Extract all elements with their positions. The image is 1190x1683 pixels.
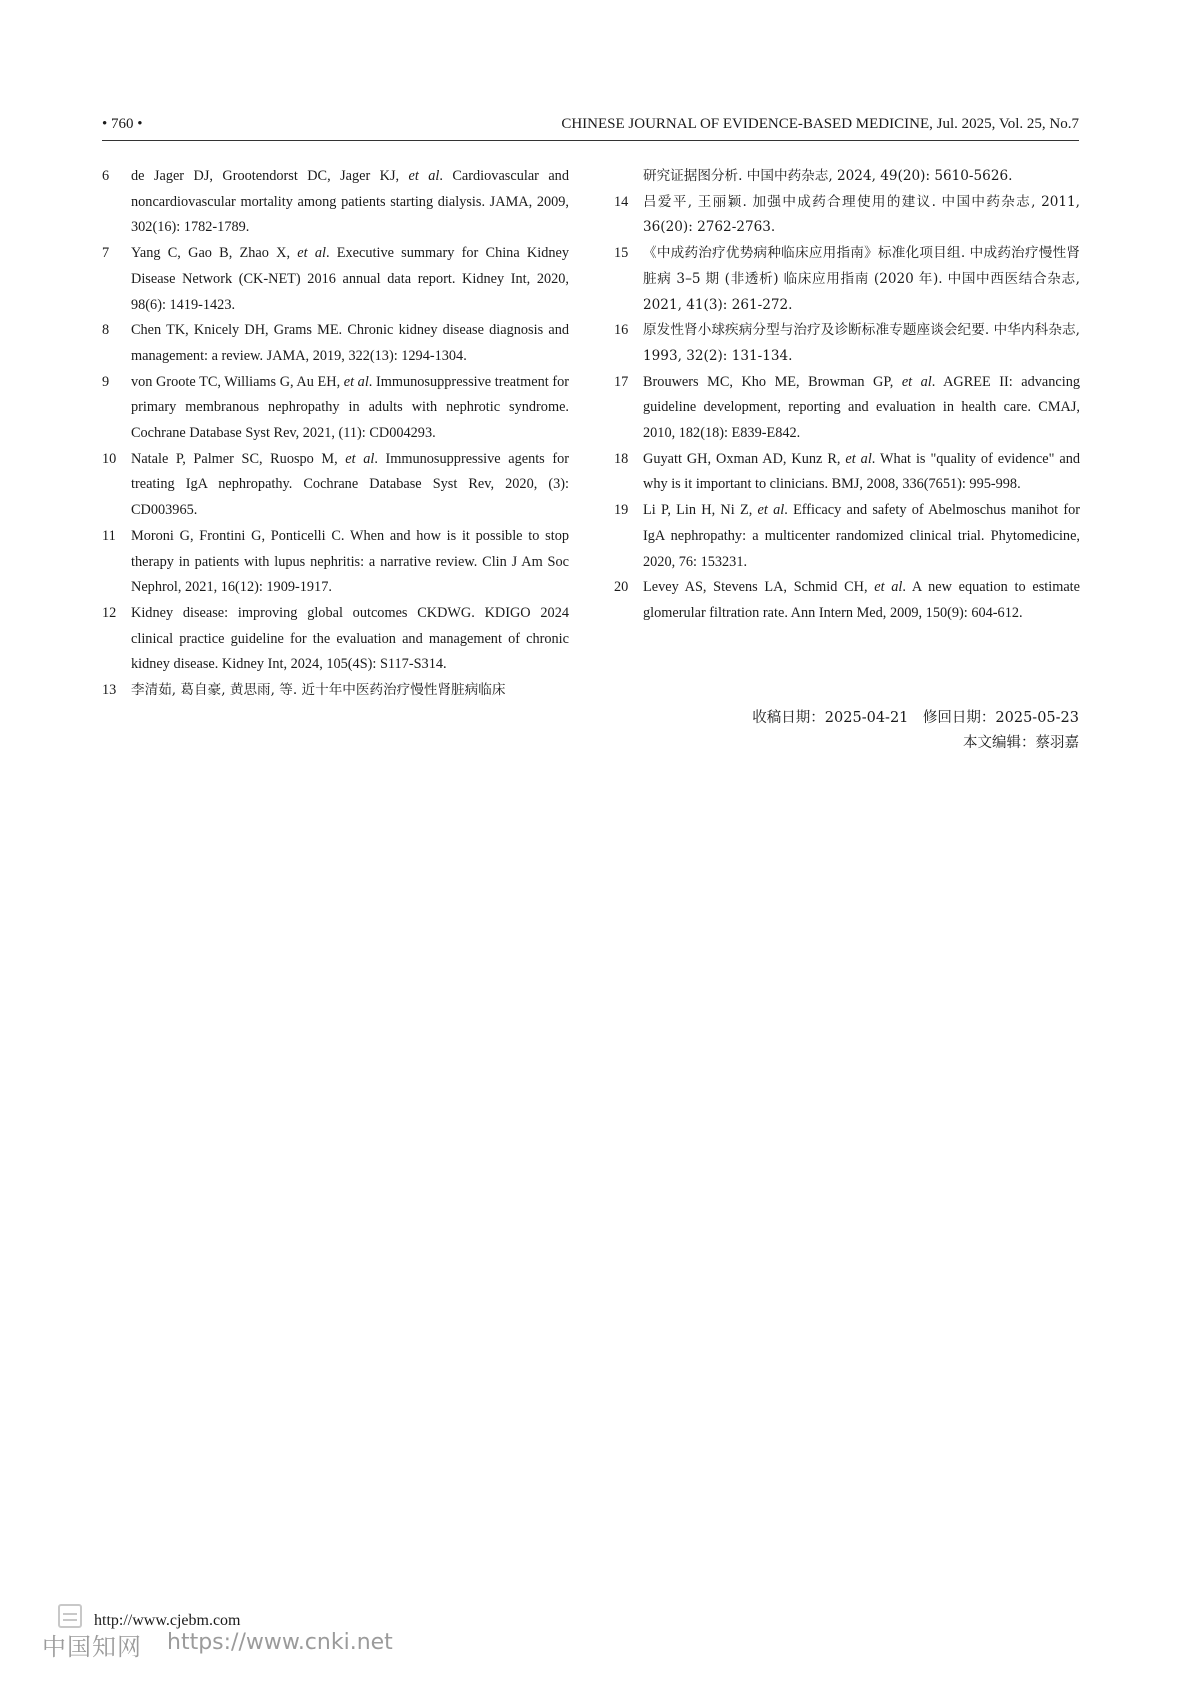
reference-item <box>102 447 569 524</box>
reference-item <box>102 370 569 447</box>
reference-text: Li P, Lin H, Ni Z, et al. Efficacy and safety of Abelmoschus manihot for IgA nephropathy: a multicenter randomized clinical trial. Phytomedicine, 2020, 76: 153231. <box>643 502 1080 570</box>
editor-credit: 本文编辑：蔡羽嘉 <box>963 735 1079 751</box>
reference-number: 9 <box>102 373 110 390</box>
reference-item <box>102 318 569 369</box>
reference-number: 19 <box>614 502 629 519</box>
reference-text: Chen TK, Knicely DH, Grams ME. Chronic kidney disease diagnosis and management: a review. JAMA, 2019, 322(13): 1294-1304. <box>131 322 569 364</box>
reference-text: Yang C, Gao B, Zhao X, et al. Executive summary for China Kidney Disease Network (CK-NET) 2016 annual data report. Kidney Int, 2020, 98(6): 1419-1423. <box>131 245 570 313</box>
cnki-watermark-logo: 中国知网 <box>42 1633 142 1661</box>
cnki-logo-icon <box>58 1604 82 1628</box>
reference-item <box>102 678 569 704</box>
reference-text: Levey AS, Stevens LA, Schmid CH, et al. A new equation to estimate glomerular filtration rate. Ann Intern Med, 2009, 150(9): 604-612. <box>643 579 1080 621</box>
reference-number: 12 <box>102 604 117 621</box>
reference-text: 吕爱平, 王丽颖. 加强中成药合理使用的建议. 中国中药杂志, 2011, 36(20): 2762-2763. <box>643 193 1080 236</box>
reference-number: 15 <box>614 245 629 262</box>
reference-number: 6 <box>102 168 110 184</box>
reference-item <box>614 575 1080 626</box>
reference-text: Natale P, Palmer SC, Ruospo M, et al. Immunosuppressive agents for treating IgA nephropathy. Cochrane Database Syst Rev, 2020, (3): CD003965. <box>131 450 570 519</box>
reference-number: 10 <box>102 450 117 467</box>
reference-item <box>102 164 569 241</box>
reference-text: de Jager DJ, Grootendorst DC, Jager KJ, et al. Cardiovascular and noncardiovascular mortality among patients starting dialysis. JAMA, 2009, 302(16): 1782-1789. <box>131 168 569 236</box>
reference-number: 20 <box>614 579 629 596</box>
reference-item <box>614 190 1080 241</box>
reference-text: Kidney disease: improving global outcomes CKDWG. KDIGO 2024 clinical practice guideline for the evaluation and management of chronic kidney disease. Kidney Int, 2024, 105(4S): S117-S314. <box>131 604 569 673</box>
reference-item <box>614 318 1080 369</box>
cnki-watermark-url: https://www.cnki.net <box>167 1630 393 1655</box>
references-left-column <box>102 164 569 704</box>
journal-website[interactable]: http://www.cjebm.com <box>94 1612 241 1629</box>
reference-number: 11 <box>102 527 116 544</box>
reference-text: von Groote TC, Williams G, Au EH, et al. Immunosuppressive treatment for primary membranous nephropathy in adults with nephrotic syndrome. Cochrane Database Syst Rev, 2021, (11): CD004293. <box>131 373 569 442</box>
reference-number: 17 <box>614 373 629 390</box>
journal-citation-line: CHINESE JOURNAL OF EVIDENCE-BASED MEDICINE, Jul. 2025, Vol. 25, No.7 <box>561 116 1079 132</box>
reference-number: 13 <box>102 682 117 699</box>
reference-text: Moroni G, Frontini G, Ponticelli C. When and how is it possible to stop therapy in patients with lupus nephritis: a narrative review. Clin J Am Soc Nephrol, 2021, 16(12): 1909-1917. <box>131 527 569 596</box>
manuscript-dates <box>752 706 1079 756</box>
reference-text: Brouwers MC, Kho ME, Browman GP, et al. AGREE II: advancing guideline development, reporting and evaluation in health care. CMAJ, 2010, 182(18): E839-E842. <box>643 373 1081 442</box>
reference-number: 18 <box>614 450 629 467</box>
reference-number: 14 <box>614 193 629 210</box>
reference-text: Guyatt GH, Oxman AD, Kunz R, et al. What is "quality of evidence" and why is it important to clinicians. BMJ, 2008, 336(7651): 995-998. <box>643 450 1080 493</box>
reference-item <box>614 241 1080 318</box>
references-right-column <box>614 164 1080 627</box>
page-number: • 760 • <box>102 116 143 132</box>
received-revised-dates: 收稿日期：2025-04-21 修回日期：2025-05-23 <box>752 710 1079 726</box>
reference-number: 16 <box>614 322 629 339</box>
reference-item <box>102 524 569 601</box>
reference-number: 8 <box>102 322 110 339</box>
reference-text: 原发性肾小球疾病分型与治疗及诊断标准专题座谈会纪要. 中华内科杂志, 1993, 32(2): 131-134. <box>643 322 1080 364</box>
reference-item <box>102 601 569 678</box>
reference-item <box>102 241 569 318</box>
reference-item <box>614 498 1080 575</box>
reference-text: 《中成药治疗优势病种临床应用指南》标准化项目组. 中成药治疗慢性肾脏病 3–5 期 (非透析) 临床应用指南 (2020 年). 中国中西医结合杂志, 2021, 41(3): 261-272. <box>643 245 1080 313</box>
reference-item <box>614 370 1080 447</box>
reference-13-continuation: 研究证据图分析. 中国中药杂志, 2024, 49(20): 5610-5626. <box>643 168 1013 184</box>
reference-text: 李清茹, 葛自豪, 黄思雨, 等. 近十年中医药治疗慢性肾脏病临床 <box>131 682 506 699</box>
running-header <box>102 114 1079 141</box>
reference-number: 7 <box>102 245 110 262</box>
reference-item <box>614 447 1080 498</box>
